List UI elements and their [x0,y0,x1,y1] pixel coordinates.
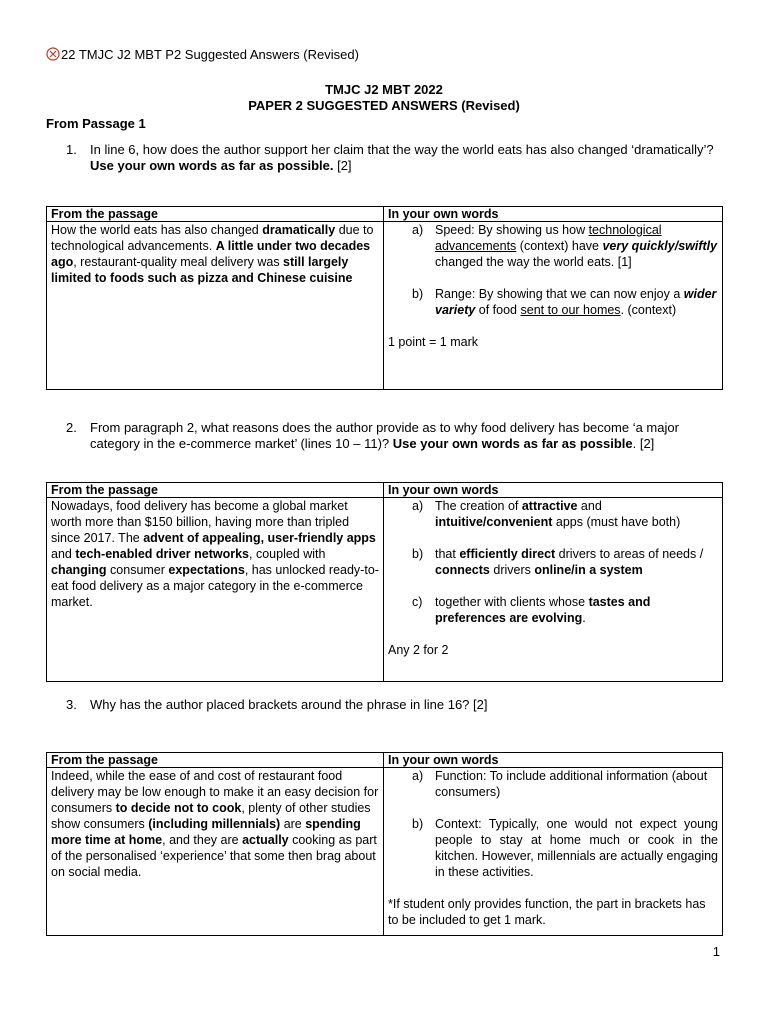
question-3 [66,697,726,713]
doc-title-line2: PAPER 2 SUGGESTED ANSWERS (Revised) [248,98,520,113]
question-text: In line 6, how does the author support her claim that the way the world eats has also changed ‘dramatically’? Use your own words as far as possible. [2] [90,142,714,173]
document-header [46,47,359,63]
answer-item-b: b) Context: Typically, one would not expect young people to stay at home much or cook in the kitchen. However, millennials are actually engaging in these activities. [412,817,718,879]
col-header-own-words: In your own words [384,483,723,498]
marking-note: 1 point = 1 mark [388,335,478,349]
answer-item-a: a) Function: To include additional information (about consumers) [412,769,708,799]
answer-item-a: a) Speed: By showing us how technological advancements (context) have very quickly/swiftly changed the way the world eats. [1] [412,223,718,269]
question-text: Why has the author placed brackets around the phrase in line 16? [2] [90,697,488,712]
answer-item-a: a) The creation of attractive and intuitive/convenient apps (must have both) [412,499,681,529]
answer-item-c: c) together with clients whose tastes and preferences are evolving. [412,595,651,625]
header-text: 22 TMJC J2 MBT P2 Suggested Answers (Revised) [61,47,359,62]
col-header-own-words: In your own words [384,753,723,768]
marking-note: *If student only provides function, the part in brackets has to be included to get 1 mark. [388,897,706,927]
own-words-cell [384,498,723,682]
question-number: 2. [66,420,77,435]
answer-table-1 [46,206,723,390]
marking-note: Any 2 for 2 [388,643,449,657]
own-words-cell [384,768,723,936]
answer-item-b: b) Range: By showing that we can now enjoy a wider variety of food sent to our homes. (context) [412,287,717,317]
col-header-passage: From the passage [47,207,384,222]
question-2 [66,420,726,452]
own-words-cell [384,222,723,390]
stamp-icon [46,47,60,61]
passage-cell: How the world eats has also changed dramatically due to technological advancements. A little under two decades ago, restaurant-quality meal delivery was still largely limited to foods such as pizza and Chinese cuisine [47,222,384,390]
answer-table-3 [46,752,723,936]
answer-item-b: b) that efficiently direct drivers to areas of needs / connects drivers online/in a system [412,547,704,577]
answer-table-2 [46,482,723,682]
question-1 [66,142,726,174]
section-heading: From Passage 1 [46,116,146,131]
question-number: 3. [66,697,77,712]
col-header-own-words: In your own words [384,207,723,222]
col-header-passage: From the passage [47,753,384,768]
passage-cell: Nowadays, food delivery has become a global market worth more than $150 billion, having more than tripled since 2017. The advent of appealing, user-friendly apps and tech-enabled driver networks, coupled with changing consumer expectations, has unlocked ready-to-eat food delivery as a major category in the e-commerce market. [47,498,384,682]
question-number: 1. [66,142,77,157]
page-number: 1 [712,944,720,959]
question-text: From paragraph 2, what reasons does the author provide as to why food delivery has become ‘a major category in the e-commerce market’ (lines 10 – 11)? Use your own words as far as possible. [2] [90,420,679,451]
passage-cell: Indeed, while the ease of and cost of restaurant food delivery may be low enough to make it an easy decision for consumers to decide not to cook, plenty of other studies show consumers (including millennials) are spending more time at home, and they are actually cooking as part of the personalised ‘experience’ that some then brag about on social media. [47,768,384,936]
col-header-passage: From the passage [47,483,384,498]
doc-title-line1: TMJC J2 MBT 2022 [325,82,443,97]
